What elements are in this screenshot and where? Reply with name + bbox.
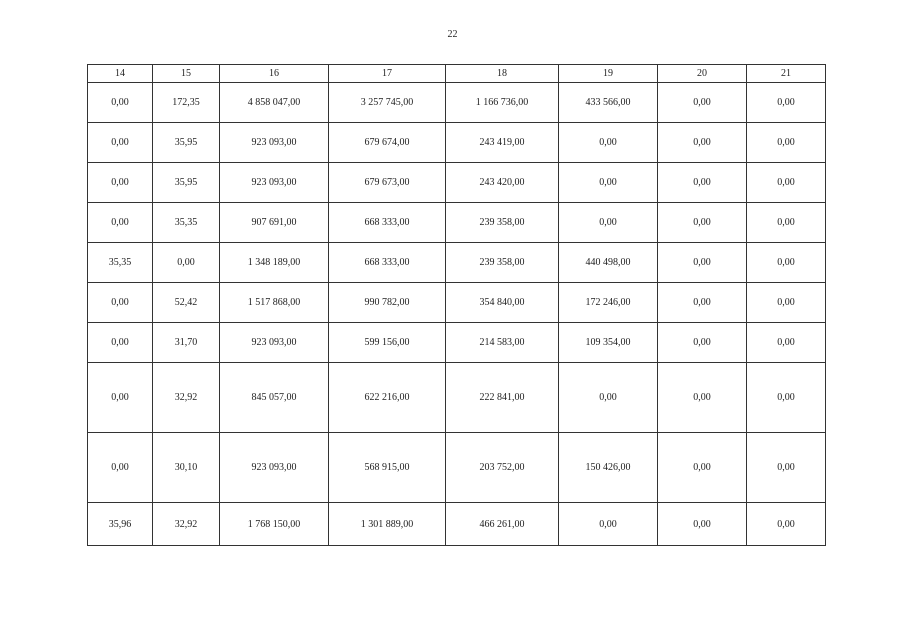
table-cell: 907 691,00: [220, 203, 329, 243]
table-cell: 923 093,00: [220, 323, 329, 363]
table-cell: 243 419,00: [446, 123, 559, 163]
table-cell: 1 517 868,00: [220, 283, 329, 323]
table-cell: 0,00: [658, 323, 747, 363]
table-cell: 0,00: [658, 503, 747, 546]
table-cell: 440 498,00: [559, 243, 658, 283]
table-cell: 354 840,00: [446, 283, 559, 323]
table-cell: 668 333,00: [329, 243, 446, 283]
table-row: [88, 283, 826, 323]
table-cell: 35,95: [153, 123, 220, 163]
table-cell: 923 093,00: [220, 163, 329, 203]
column-header: 18: [446, 65, 559, 83]
table-cell: 35,96: [88, 503, 153, 546]
table-cell: 0,00: [658, 243, 747, 283]
table-cell: 0,00: [658, 203, 747, 243]
table-cell: 0,00: [153, 243, 220, 283]
table-cell: 1 768 150,00: [220, 503, 329, 546]
column-header: 19: [559, 65, 658, 83]
table-cell: 239 358,00: [446, 243, 559, 283]
column-header: 16: [220, 65, 329, 83]
table-cell: 4 858 047,00: [220, 83, 329, 123]
table-cell: 32,92: [153, 503, 220, 546]
table-cell: 679 673,00: [329, 163, 446, 203]
table-cell: 845 057,00: [220, 363, 329, 433]
table-cell: 0,00: [658, 283, 747, 323]
table-row: [88, 203, 826, 243]
table-row: [88, 363, 826, 433]
column-header: 14: [88, 65, 153, 83]
table-cell: 0,00: [747, 163, 826, 203]
table-cell: 0,00: [88, 123, 153, 163]
table-row: [88, 433, 826, 503]
column-header: 20: [658, 65, 747, 83]
page-number: 22: [447, 29, 458, 40]
column-header: 15: [153, 65, 220, 83]
table-cell: 222 841,00: [446, 363, 559, 433]
table-cell: 0,00: [559, 363, 658, 433]
table-cell: 35,35: [88, 243, 153, 283]
table-cell: 150 426,00: [559, 433, 658, 503]
table-cell: 35,35: [153, 203, 220, 243]
table-cell: 203 752,00: [446, 433, 559, 503]
table-cell: 32,92: [153, 363, 220, 433]
table-cell: 0,00: [747, 203, 826, 243]
table-cell: 0,00: [747, 83, 826, 123]
table-cell: 109 354,00: [559, 323, 658, 363]
table-row: [88, 83, 826, 123]
table-cell: 923 093,00: [220, 433, 329, 503]
table-cell: 0,00: [747, 323, 826, 363]
table-row: [88, 243, 826, 283]
table-cell: 0,00: [658, 123, 747, 163]
table-row: [88, 163, 826, 203]
table-row: [88, 323, 826, 363]
table-cell: 923 093,00: [220, 123, 329, 163]
table-cell: 466 261,00: [446, 503, 559, 546]
table-cell: 0,00: [747, 283, 826, 323]
table-cell: 0,00: [88, 203, 153, 243]
table-cell: 239 358,00: [446, 203, 559, 243]
table-cell: 0,00: [658, 433, 747, 503]
table-cell: 31,70: [153, 323, 220, 363]
table-cell: 0,00: [747, 363, 826, 433]
table-cell: 1 301 889,00: [329, 503, 446, 546]
table-cell: 1 348 189,00: [220, 243, 329, 283]
table-cell: 0,00: [88, 363, 153, 433]
table-cell: 0,00: [747, 243, 826, 283]
header-row: [88, 65, 826, 83]
table-cell: 35,95: [153, 163, 220, 203]
table-cell: 52,42: [153, 283, 220, 323]
table-cell: 30,10: [153, 433, 220, 503]
table-cell: 0,00: [658, 363, 747, 433]
table-cell: 622 216,00: [329, 363, 446, 433]
column-header: 17: [329, 65, 446, 83]
table-cell: 568 915,00: [329, 433, 446, 503]
table-row: [88, 123, 826, 163]
data-table: [87, 64, 826, 546]
table-cell: 668 333,00: [329, 203, 446, 243]
table-cell: 0,00: [747, 433, 826, 503]
table-cell: 0,00: [559, 503, 658, 546]
table-cell: 3 257 745,00: [329, 83, 446, 123]
table-cell: 433 566,00: [559, 83, 658, 123]
table-cell: 0,00: [559, 123, 658, 163]
table-cell: 0,00: [559, 163, 658, 203]
table-cell: 679 674,00: [329, 123, 446, 163]
table-cell: 0,00: [88, 323, 153, 363]
table-cell: 214 583,00: [446, 323, 559, 363]
table-cell: 172 246,00: [559, 283, 658, 323]
table-cell: 0,00: [88, 83, 153, 123]
table-cell: 0,00: [88, 433, 153, 503]
table-cell: 243 420,00: [446, 163, 559, 203]
table-row: [88, 503, 826, 546]
table-cell: 0,00: [747, 123, 826, 163]
column-header: 21: [747, 65, 826, 83]
table-cell: 0,00: [658, 83, 747, 123]
table-cell: 172,35: [153, 83, 220, 123]
table-cell: 0,00: [747, 503, 826, 546]
table-cell: 0,00: [88, 163, 153, 203]
table-cell: 0,00: [559, 203, 658, 243]
table-cell: 1 166 736,00: [446, 83, 559, 123]
table-cell: 0,00: [658, 163, 747, 203]
table-cell: 0,00: [88, 283, 153, 323]
table-cell: 990 782,00: [329, 283, 446, 323]
table-cell: 599 156,00: [329, 323, 446, 363]
